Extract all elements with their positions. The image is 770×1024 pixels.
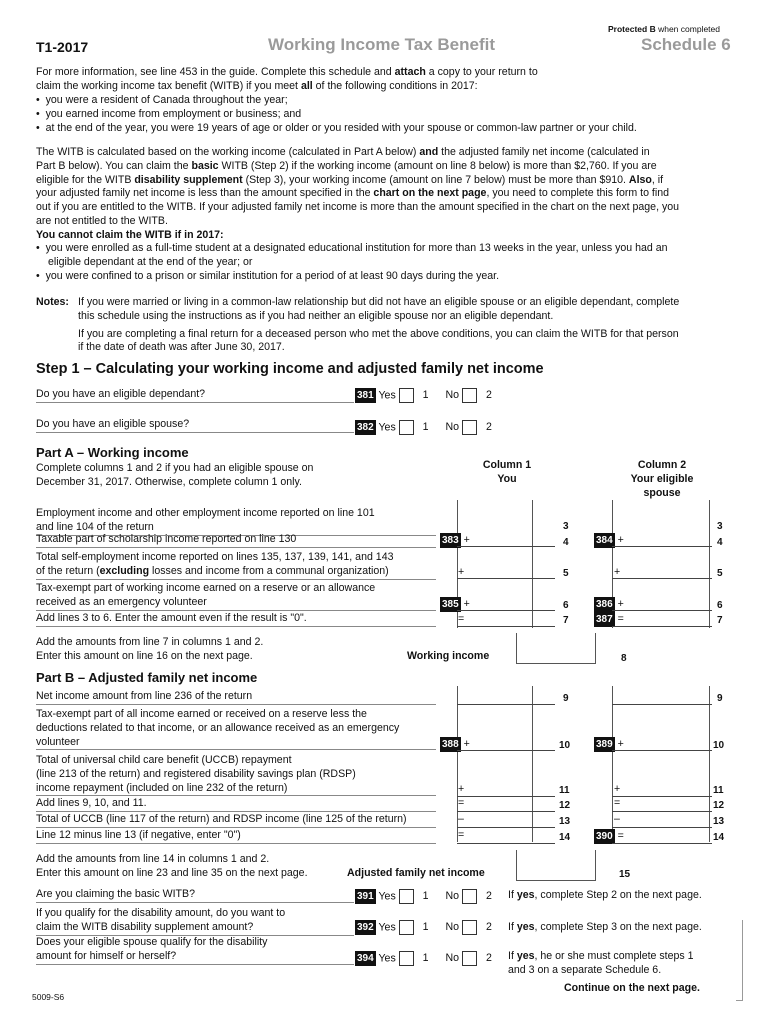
line-number-5-col2: 5 (717, 568, 723, 579)
underline (612, 750, 712, 751)
checkbox-spouse-disability-yes[interactable] (399, 951, 414, 966)
line-number-4: 4 (563, 537, 569, 548)
underline (612, 626, 712, 627)
underline (457, 578, 555, 579)
line-number-13: 13 (559, 816, 571, 827)
line-number-11: 11 (559, 785, 570, 796)
line-number-14: 14 (559, 832, 571, 843)
underline (457, 796, 555, 797)
code-383: 383 + (442, 534, 470, 546)
underline (457, 704, 555, 705)
line-8-label: Add the amounts from line 7 in columns 1 and 2. Enter this amount on line 16 on the next page. (36, 636, 264, 662)
question-spouse: Do you have an eligible spouse? (36, 418, 354, 433)
line-number-8: 8 (621, 653, 627, 664)
line-number-9: 9 (563, 693, 569, 704)
line-number-14-col2: 14 (713, 832, 725, 843)
column2-header: Column 2 Your eligible spouse (630, 459, 694, 499)
underline (457, 610, 555, 611)
underline (457, 843, 555, 844)
underline (612, 610, 712, 611)
line-7-label: Add lines 3 to 6. Enter the amount even if the result is "0". (36, 612, 436, 627)
checkbox-disability-yes[interactable] (399, 920, 414, 935)
line-number-13-col2: 13 (713, 816, 725, 827)
notes: If you were married or living in a common-law relationship but did not have an eligible spouse or an eligible dependant, complete this schedule using the instructions as if you had neither an eligible spouse nor an eligible dependant. If you are completing a final return for a deceased person who met the above conditions, you can claim the WITB for that person if the date of death was after June 30, 2017. (78, 296, 680, 354)
page-corner-border (736, 920, 743, 1001)
code-389: 389 + (596, 738, 624, 750)
column1-partb-field[interactable] (457, 686, 533, 842)
code-386: 386 + (596, 598, 624, 610)
line-number-7-col2: 7 (717, 615, 723, 626)
underline (457, 811, 555, 812)
column2-amount-field[interactable] (612, 500, 710, 628)
line-14-label: Line 12 minus line 13 (if negative, enter "0") (36, 829, 436, 844)
question-disability-supplement: If you qualify for the disability amount, do you want to claim the WITB disability supplement amount? (36, 907, 354, 936)
code-384: 384 + (596, 534, 624, 546)
instruction-394: If yes, he or she must complete steps 1 and 3 on a separate Schedule 6. (508, 950, 694, 976)
underline (457, 750, 555, 751)
line-number-6-col2: 6 (717, 600, 723, 611)
checkbox-spouse-yes[interactable] (399, 420, 414, 435)
plus-sign: + (614, 783, 621, 795)
question-basic-witb: Are you claiming the basic WITB? (36, 888, 354, 903)
line-number-10: 10 (559, 740, 571, 751)
step1-heading: Step 1 – Calculating your working income and adjusted family net income (36, 361, 544, 377)
line-number-7: 7 (563, 615, 569, 626)
line-6-label: Tax-exempt part of working income earned on a reserve or an allowance received as an emergency volunteer (36, 582, 436, 611)
checkbox-dependant-no[interactable] (462, 388, 477, 403)
line-9-label: Net income amount from line 236 of the return (36, 690, 436, 705)
minus-sign: – (614, 813, 620, 825)
line-number-3-col2: 3 (717, 521, 723, 532)
line-number-6: 6 (563, 600, 569, 611)
list-item: • you were a resident of Canada throughout the year; (36, 94, 288, 106)
underline (457, 626, 555, 627)
notes-label: Notes: (36, 296, 69, 308)
equals-sign: = (458, 829, 465, 841)
adjusted-family-net-income-label: Adjusted family net income (347, 867, 485, 879)
line-number-5: 5 (563, 568, 569, 579)
line-number-10-col2: 10 (713, 740, 725, 751)
line-3-label: Employment income and other employment income reported on line 101 and line 104 of the return (36, 507, 436, 536)
line-4-label: Taxable part of scholarship income reported on line 130 (36, 533, 436, 548)
checkbox-disability-no[interactable] (462, 920, 477, 935)
line-number-12-col2: 12 (713, 800, 725, 811)
plus-sign: + (614, 566, 621, 578)
checkbox-spouse-disability-no[interactable] (462, 951, 477, 966)
line-11-label: Total of universal child care benefit (UCCB) repayment (line 213 of the return) and registered disability savings plan (RDSP) income repayment (included on line 232 of the return) (36, 754, 436, 796)
question-dependant: Do you have an eligible dependant? (36, 388, 354, 403)
equals-sign: = (458, 797, 465, 809)
minus-sign: – (458, 813, 464, 825)
line-number-3: 3 (563, 521, 569, 532)
working-income-label: Working income (407, 650, 490, 662)
checkbox-basic-witb-no[interactable] (462, 889, 477, 904)
list-item: • at the end of the year, you were 19 years of age or older or you resided with your spouse or common-law partner or your child. (36, 121, 637, 134)
yes-no-394: 394 Yes 1 No 2 (357, 952, 492, 965)
list-item: • you earned income from employment or business; and (36, 107, 302, 120)
checkbox-basic-witb-yes[interactable] (399, 889, 414, 904)
underline (612, 827, 712, 828)
cannot-claim-heading: You cannot claim the WITB if in 2017: (36, 228, 224, 241)
underline (612, 796, 712, 797)
plus-sign: + (458, 783, 465, 795)
column1-header: Column 1 You (482, 459, 532, 485)
equals-sign: = (614, 797, 621, 809)
adjusted-family-net-income-field[interactable] (516, 850, 596, 881)
code-388: 388 + (442, 738, 470, 750)
underline (612, 843, 712, 844)
continue-notice: Continue on the next page. (564, 982, 700, 994)
code-385: 385 + (442, 598, 470, 610)
page-title: Working Income Tax Benefit (268, 35, 496, 54)
form-code: 5009-S6 (32, 992, 65, 1002)
list-item: • you were confined to a prison or similar institution for a period of at least 90 days during the year. (36, 269, 500, 282)
underline (457, 827, 555, 828)
protected-notice: Protected B when completed (608, 24, 720, 34)
intro-paragraph-2: The WITB is calculated based on the working income (calculated in Part A below) and the adjusted family net income (calculated in Part B below). You can claim the basic WITB (Step 2) if the working income (amount on line 8 below) is more than $2,760. If you are eligible for the WITB disability supplement (Step 3), your working income (amount on line 7 below) must be more than $910. Also, if your adjusted family net income is less than the amount specified in the chart on the next page, you need to complete this form to find out if you are entitled to the WITB. If your adjusted family net income is more than the amount specified in the chart on the next page, you are not entitled to the WITB. You cannot claim the WITB if in 2017: • you were enrolled as a full-time student at a designated educational institution for more than 13 weeks in the year, unless you had an eligible dependant at the end of the year; or • you were confined to a prison or similar institution for a period of at least 90 days during the year. (36, 146, 741, 284)
underline (612, 546, 712, 547)
underline (612, 578, 712, 579)
instruction-392: If yes, complete Step 3 on the next page. (508, 921, 702, 933)
part-b-heading: Part B – Adjusted family net income (36, 670, 258, 685)
line-number-12: 12 (559, 800, 571, 811)
plus-sign: + (458, 566, 465, 578)
underline (457, 546, 555, 547)
equals-sign: = (458, 613, 465, 625)
question-spouse-disability: Does your eligible spouse qualify for the disability amount for himself or herself? (36, 936, 354, 965)
line-number-4-col2: 4 (717, 537, 723, 548)
part-a-description: Complete columns 1 and 2 if you had an eligible spouse on December 31, 2017. Otherwise, complete column 1 only. (36, 462, 314, 488)
form-id: T1-2017 (36, 39, 89, 55)
checkbox-dependant-yes[interactable] (399, 388, 414, 403)
line-15-label: Add the amounts from line 14 in columns 1 and 2. Enter this amount on line 23 and line 35 on the next page. (36, 853, 308, 879)
underline (612, 811, 712, 812)
schedule-number: Schedule 6 (641, 35, 731, 54)
yes-no-392: 392 Yes 1 No 2 (357, 921, 492, 934)
line-12-label: Add lines 9, 10, and 11. (36, 797, 436, 812)
code-390: 390 = (596, 830, 624, 842)
checkbox-spouse-no[interactable] (462, 420, 477, 435)
code-387: 387 = (596, 613, 624, 625)
instruction-391: If yes, complete Step 2 on the next page. (508, 889, 702, 901)
working-income-field[interactable] (516, 633, 596, 664)
line-number-9-col2: 9 (717, 693, 723, 704)
conditions-list (36, 94, 741, 135)
line-number-15: 15 (619, 869, 631, 880)
yes-no-381: 381 Yes 1 No 2 (357, 389, 492, 402)
underline (612, 704, 712, 705)
column2-partb-field[interactable] (612, 686, 710, 842)
list-item: • you were enrolled as a full-time student at a designated educational institution for more than 13 weeks in the year, unless you had an (36, 242, 668, 255)
intro-paragraph-1: For more information, see line 453 in the guide. Complete this schedule and attach a copy to your return to claim the working income tax benefit (WITB) if you meet all of the following conditions in 2017: (36, 66, 538, 92)
yes-no-391: 391 Yes 1 No 2 (357, 890, 492, 903)
line-10-label: Tax-exempt part of all income earned or received on a reserve less the deductions related to that income, or an allowance received as an emergency volunteer (36, 708, 436, 750)
line-number-11-col2: 11 (713, 785, 724, 796)
line-13-label: Total of UCCB (line 117 of the return) and RDSP income (line 125 of the return) (36, 813, 436, 828)
line-5-label: Total self-employment income reported on lines 135, 137, 139, 141, and 143 of the return (excluding losses and income from a communal organization) (36, 551, 436, 580)
yes-no-382: 382 Yes 1 No 2 (357, 421, 492, 434)
part-a-heading: Part A – Working income (36, 445, 189, 460)
